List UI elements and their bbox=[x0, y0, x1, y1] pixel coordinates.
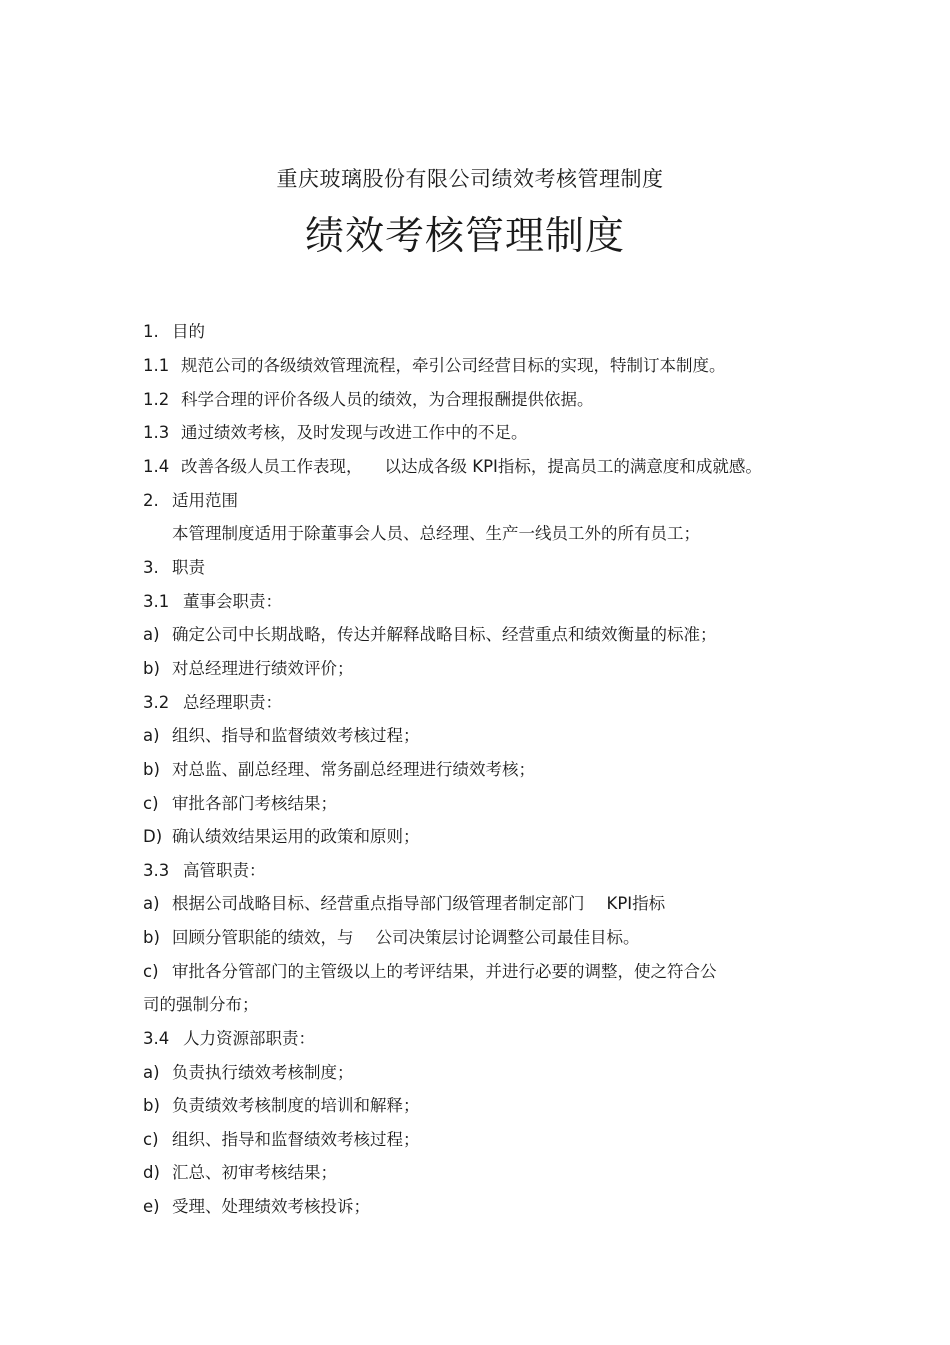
list-item bbox=[143, 658, 354, 680]
item-text: 高管职责： bbox=[183, 861, 266, 880]
item-text: 职责 bbox=[172, 558, 205, 577]
list-item bbox=[143, 927, 640, 949]
item-number: c) bbox=[143, 1130, 159, 1149]
item-number: 1.4 bbox=[143, 457, 170, 476]
item-number: b) bbox=[143, 1096, 160, 1115]
list-item bbox=[143, 422, 528, 444]
item-text: 根据公司战略目标、经营重点指导部门级管理者制定部门 bbox=[172, 894, 585, 913]
item-text: 司的强制分布； bbox=[143, 995, 259, 1014]
list-item bbox=[143, 624, 717, 646]
item-number: 3.1 bbox=[143, 592, 170, 611]
item-text: 受理、处理绩效考核投诉； bbox=[172, 1197, 370, 1216]
document-title: 绩效考核管理制度 bbox=[304, 214, 625, 259]
item-text: 对总经理进行绩效评价； bbox=[172, 659, 354, 678]
item-text: 确定公司中长期战略，传达并解释战略目标、经营重点和绩效衡量的标准； bbox=[172, 625, 717, 644]
item-number: c) bbox=[143, 962, 159, 981]
paragraph bbox=[172, 523, 700, 545]
section-heading bbox=[143, 321, 205, 343]
item-text-continued: KPI指标 bbox=[606, 894, 666, 913]
item-number: a) bbox=[143, 1063, 160, 1082]
subsection-heading bbox=[143, 1028, 315, 1050]
subsection-heading bbox=[143, 860, 266, 882]
item-text: 审批各部门考核结果； bbox=[172, 794, 337, 813]
item-text: 适用范围 bbox=[172, 491, 238, 510]
item-number: 3.3 bbox=[143, 861, 170, 880]
item-text: 组织、指导和监督绩效考核过程； bbox=[172, 726, 420, 745]
item-number: 3.2 bbox=[143, 693, 170, 712]
item-text: 人力资源部职责： bbox=[183, 1029, 315, 1048]
item-number: 2. bbox=[143, 491, 159, 510]
item-number: d) bbox=[143, 1163, 160, 1182]
item-text-continued: 公司决策层讨论调整公司最佳目标。 bbox=[375, 928, 640, 947]
item-number: a) bbox=[143, 726, 160, 745]
list-item bbox=[143, 826, 420, 848]
subsection-heading bbox=[143, 692, 282, 714]
item-number: b) bbox=[143, 659, 160, 678]
item-text: 目的 bbox=[172, 322, 205, 341]
item-number: 1.3 bbox=[143, 423, 170, 442]
list-item bbox=[143, 1162, 337, 1184]
item-text: 确认绩效结果运用的政策和原则； bbox=[172, 827, 420, 846]
item-text: 科学合理的评价各级人员的绩效，为合理报酬提供依据。 bbox=[181, 390, 594, 409]
item-number: D) bbox=[143, 827, 163, 846]
item-number: c) bbox=[143, 794, 159, 813]
item-text: 通过绩效考核，及时发现与改进工作中的不足。 bbox=[181, 423, 528, 442]
item-number: b) bbox=[143, 760, 160, 779]
item-text: 改善各级人员工作表现， bbox=[181, 457, 363, 476]
section-heading bbox=[143, 490, 238, 512]
list-item-continuation bbox=[143, 994, 259, 1016]
list-item bbox=[143, 389, 594, 411]
item-number: 1.2 bbox=[143, 390, 170, 409]
list-item bbox=[143, 1129, 420, 1151]
item-number: 3.4 bbox=[143, 1029, 170, 1048]
item-text: 总经理职责： bbox=[183, 693, 282, 712]
item-number: 3. bbox=[143, 558, 159, 577]
list-item bbox=[143, 725, 420, 747]
item-text: 汇总、初审考核结果； bbox=[172, 1163, 337, 1182]
item-number: a) bbox=[143, 894, 160, 913]
item-text: 对总监、副总经理、常务副总经理进行绩效考核； bbox=[172, 760, 535, 779]
item-text: 负责执行绩效考核制度； bbox=[172, 1063, 354, 1082]
list-item bbox=[143, 456, 762, 478]
list-item bbox=[143, 759, 535, 781]
item-text: 负责绩效考核制度的培训和解释； bbox=[172, 1096, 420, 1115]
item-number: e) bbox=[143, 1197, 160, 1216]
list-item bbox=[143, 355, 726, 377]
item-text: 审批各分管部门的主管级以上的考评结果，并进行必要的调整，使之符合公 bbox=[172, 962, 717, 981]
list-item bbox=[143, 793, 337, 815]
section-heading bbox=[143, 557, 205, 579]
item-text-continued: 以达成各级 KPI指标，提高员工的满意度和成就感。 bbox=[384, 457, 762, 476]
subsection-heading bbox=[143, 591, 282, 613]
item-number: 1.1 bbox=[143, 356, 170, 375]
list-item bbox=[143, 961, 717, 983]
item-text: 本管理制度适用于除董事会人员、总经理、生产一线员工外的所有员工； bbox=[172, 524, 700, 543]
item-text: 组织、指导和监督绩效考核过程； bbox=[172, 1130, 420, 1149]
item-number: b) bbox=[143, 928, 160, 947]
list-item bbox=[143, 1095, 420, 1117]
item-number: 1. bbox=[143, 322, 159, 341]
list-item bbox=[143, 893, 665, 915]
document-subtitle: 重庆玻璃股份有限公司绩效考核管理制度 bbox=[276, 167, 664, 191]
item-text: 董事会职责： bbox=[183, 592, 282, 611]
item-text: 规范公司的各级绩效管理流程，牵引公司经营目标的实现，特制订本制度。 bbox=[181, 356, 726, 375]
item-number: a) bbox=[143, 625, 160, 644]
list-item bbox=[143, 1062, 354, 1084]
list-item bbox=[143, 1196, 370, 1218]
item-text: 回顾分管职能的绩效，与 bbox=[172, 928, 354, 947]
